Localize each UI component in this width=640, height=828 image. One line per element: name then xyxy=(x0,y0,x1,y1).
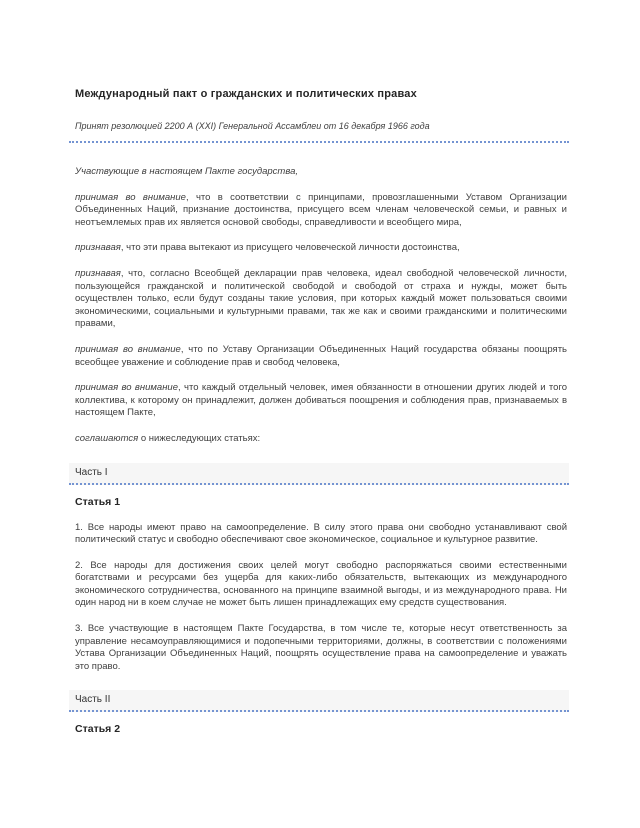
preamble-lead: соглашаются xyxy=(75,432,139,444)
article-1-paragraph-1: 1. Все народы имеют право на самоопределение. В силу этого права они свободно устанавливают свой политический статус и свободно обеспечивают свое экономическое, социальное и культурное развитие. xyxy=(75,521,567,546)
preamble-lead: Участвующие в настоящем Пакте государства, xyxy=(75,166,298,177)
section-heading-label: Часть I xyxy=(75,466,108,478)
section-heading-part-2 xyxy=(69,690,569,712)
preamble-paragraph xyxy=(75,382,567,420)
preamble-lead: признавая xyxy=(75,242,121,254)
divider-rule xyxy=(69,141,569,143)
article-1-title: Статья 1 xyxy=(75,495,121,508)
article-1-paragraph-2: 2. Все народы для достижения своих целей могут свободно распоряжаться своими естественными богатствами и ресурсами без ущерба для каких-либо обязательств, вытекающих из международного экономического сотрудничества, основанного на принципе взаимной выгоды, и из международного права. Ни один народ ни в коем случае не может быть лишен принадлежащих ему средств существования. xyxy=(75,559,567,609)
preamble-paragraph xyxy=(75,166,567,179)
preamble-text: , что эти права вытекают из присущего человеческой личности достоинства, xyxy=(120,242,460,254)
preamble-text: , что в соответствии с принципами, провозглашенными Уставом Организации Объединенных Наций, признание достоинства, присущего всем членам человеческой семьи, и равных и неотъемлемых прав их является основой свободы, справедливости и всеобщего мира, xyxy=(75,191,567,228)
preamble-text: , что по Уставу Организации Объединенных Наций государства обязаны поощрять всеобщее уважение и соблюдение прав и свобод человека, xyxy=(75,343,567,368)
document-title: Международный пакт о гражданских и политических правах xyxy=(75,88,417,100)
preamble-paragraph xyxy=(75,433,567,446)
preamble-text: о нижеследующих статьях: xyxy=(138,432,261,444)
preamble-paragraph xyxy=(75,344,567,369)
preamble-lead: принимая во внимание xyxy=(75,191,186,203)
preamble-lead: принимая во внимание xyxy=(75,382,178,394)
document-subtitle: Принят резолюцией 2200 А (XXI) Генеральной Ассамблеи от 16 декабря 1966 года xyxy=(75,121,430,131)
section-heading-label: Часть II xyxy=(75,694,111,706)
preamble-lead: признавая xyxy=(75,267,121,279)
preamble-lead: принимая во внимание xyxy=(75,343,181,355)
preamble-paragraph xyxy=(75,192,567,230)
section-heading-part-1 xyxy=(69,463,569,485)
preamble-paragraph xyxy=(75,268,567,331)
preamble-paragraph xyxy=(75,242,567,255)
article-2-title: Статья 2 xyxy=(75,723,121,736)
preamble-text: , что, согласно Всеобщей декларации прав человека, идеал свободной человеческой личности, пользующейся гражданской и политической свободой и свободой от страха и нужды, может быть осуществлен только, если будут созданы такие условия, при которых каждый может пользоваться своими экономическими, социальными и культурными правами, так же как и своими гражданскими и политическими правами, xyxy=(75,267,567,330)
preamble-text: , что каждый отдельный человек, имея обязанности в отношении других людей и того коллектива, к которому он принадлежит, должен добиваться поощрения и соблюдения прав, признаваемых в настоящем Пакте, xyxy=(75,382,567,419)
article-1-paragraph-3: 3. Все участвующие в настоящем Пакте Государства, в том числе те, которые несут ответственность за управление несамоуправляющимися и подопечными территориями, должны, в соответствии с положениями Устава Организации Объединенных Наций, поощрять осуществление права на самоопределение и уважать это право. xyxy=(75,623,567,672)
